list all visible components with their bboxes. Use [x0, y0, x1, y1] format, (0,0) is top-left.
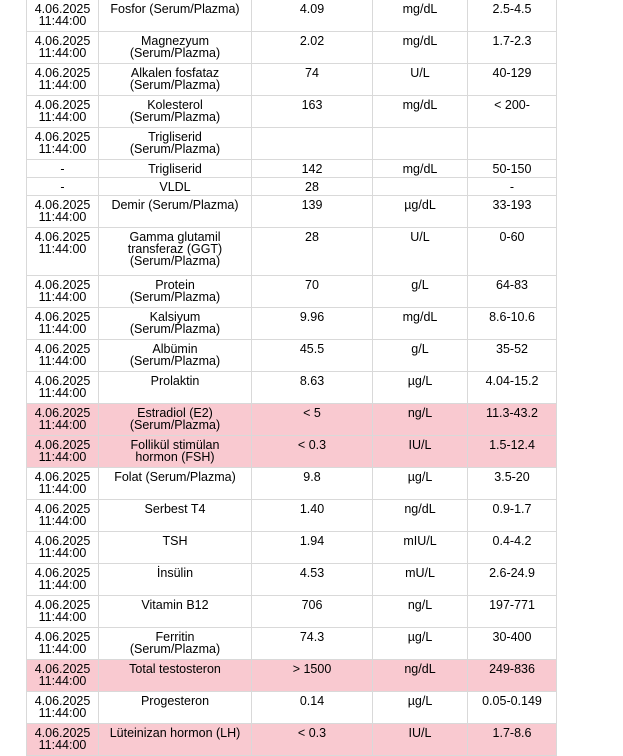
reference-range-cell: [468, 96, 557, 127]
time-text: 11:44:00: [38, 418, 87, 432]
table-row: [26, 372, 557, 404]
reference-range-text: 0.9-1.7: [492, 502, 532, 516]
date-text: 4.06.2025: [34, 230, 91, 244]
date-text: 4.06.2025: [34, 502, 91, 516]
test-name-text: Trigliserid: [148, 162, 202, 176]
date-text: 4.06.2025: [34, 566, 91, 580]
result-value: 28: [305, 230, 319, 244]
reference-range-text: 64-83: [496, 278, 528, 292]
test-name-cell: [99, 724, 252, 755]
unit-text: ng/dL: [404, 502, 436, 516]
unit-cell: [373, 500, 468, 531]
test-name-cell: [99, 628, 252, 659]
test-name-cell: [99, 372, 252, 403]
result-cell: [252, 500, 373, 531]
unit-cell: [373, 228, 468, 275]
test-name-text: Estradiol (E2): [137, 406, 213, 420]
reference-range-cell: [468, 500, 557, 531]
test-name-text: Ferritin: [155, 630, 195, 644]
result-value: 9.8: [303, 470, 321, 484]
test-name-text: Prolaktin: [150, 374, 200, 388]
table-row: [26, 532, 557, 564]
unit-text: mg/dL: [402, 310, 438, 324]
test-name-text: Trigliserid: [148, 130, 202, 144]
unit-cell: [373, 178, 468, 195]
test-name-text: Vitamin B12: [141, 598, 209, 612]
test-name-cell: [99, 308, 252, 339]
reference-range-text: 0.05-0.149: [482, 694, 542, 708]
date-text: -: [60, 162, 65, 176]
unit-text: µg/L: [407, 470, 433, 484]
result-cell: [252, 532, 373, 563]
reference-range-text: 249-836: [489, 662, 535, 676]
reference-range-text: 35-52: [496, 342, 528, 356]
unit-cell: [373, 596, 468, 627]
unit-text: µg/L: [407, 630, 433, 644]
result-cell: [252, 32, 373, 63]
reference-range-cell: [468, 596, 557, 627]
test-name-cell: [99, 564, 252, 595]
result-cell: [252, 340, 373, 371]
test-name-text: Folat (Serum/Plazma): [114, 470, 236, 484]
table-row: [26, 628, 557, 660]
table-row: [26, 660, 557, 692]
result-cell: [252, 628, 373, 659]
test-name-text: (Serum/Plazma): [129, 142, 221, 156]
test-name-text: (Serum/Plazma): [129, 254, 221, 268]
unit-text: U/L: [410, 230, 430, 244]
reference-range-text: -: [509, 180, 515, 194]
test-name-cell: [99, 692, 252, 723]
test-name-cell: [99, 596, 252, 627]
test-name-text: (Serum/Plazma): [129, 322, 221, 336]
result-cell: [252, 660, 373, 691]
unit-cell: [373, 468, 468, 499]
test-name-cell: [99, 276, 252, 307]
reference-range-text: 11.3-43.2: [486, 406, 538, 420]
reference-range-cell: [468, 128, 557, 159]
test-name-text: Kolesterol: [147, 98, 203, 112]
time-text: 11:44:00: [38, 242, 87, 256]
unit-text: mg/dL: [402, 2, 438, 16]
date-text: -: [60, 180, 65, 194]
unit-cell: [373, 96, 468, 127]
result-value: 142: [301, 162, 323, 176]
date-text: 4.06.2025: [34, 66, 91, 80]
result-value: 74.3: [299, 630, 325, 644]
unit-text: mIU/L: [403, 534, 437, 548]
test-name-cell: [99, 128, 252, 159]
test-name-text: Total testosteron: [129, 662, 221, 676]
date-text: 4.06.2025: [34, 198, 91, 212]
result-cell: [252, 724, 373, 755]
reference-range-cell: [468, 436, 557, 467]
unit-cell: [373, 564, 468, 595]
result-cell: [252, 436, 373, 467]
date-text: 4.06.2025: [34, 406, 91, 420]
reference-range-cell: [468, 160, 557, 177]
result-value: 74: [305, 66, 319, 80]
reference-range-cell: [468, 340, 557, 371]
result-cell: [252, 276, 373, 307]
unit-text: mg/dL: [402, 34, 438, 48]
date-text: 4.06.2025: [34, 630, 91, 644]
table-row: [26, 596, 557, 628]
date-text: 4.06.2025: [34, 310, 91, 324]
date-cell: [26, 564, 99, 595]
table-row: [26, 692, 557, 724]
result-cell: [252, 196, 373, 227]
date-cell: [26, 372, 99, 403]
reference-range-text: 30-400: [492, 630, 532, 644]
unit-cell: [373, 692, 468, 723]
reference-range-cell: [468, 276, 557, 307]
reference-range-cell: [468, 308, 557, 339]
date-text: 4.06.2025: [34, 130, 91, 144]
test-name-text: Follikül stimülan: [130, 438, 220, 452]
test-name-cell: [99, 0, 252, 31]
result-value: 139: [301, 198, 323, 212]
date-text: 4.06.2025: [34, 34, 91, 48]
table-row: [26, 0, 557, 32]
reference-range-cell: [468, 64, 557, 95]
date-cell: [26, 96, 99, 127]
time-text: 11:44:00: [38, 322, 87, 336]
test-name-text: (Serum/Plazma): [129, 46, 221, 60]
time-text: 11:44:00: [38, 290, 87, 304]
test-name-text: transferaz (GGT): [127, 242, 223, 256]
date-cell: [26, 532, 99, 563]
unit-text: mU/L: [405, 566, 435, 580]
reference-range-text: < 200-: [494, 98, 530, 112]
date-cell: [26, 468, 99, 499]
table-row: [26, 308, 557, 340]
unit-text: ng/L: [407, 406, 433, 420]
unit-cell: [373, 404, 468, 435]
unit-cell: [373, 532, 468, 563]
result-value: < 5: [303, 406, 321, 420]
reference-range-cell: [468, 228, 557, 275]
unit-cell: [373, 276, 468, 307]
result-cell: [252, 692, 373, 723]
date-text: 4.06.2025: [34, 342, 91, 356]
result-cell: [252, 308, 373, 339]
reference-range-cell: [468, 692, 557, 723]
result-value: > 1500: [292, 662, 332, 676]
test-name-text: (Serum/Plazma): [129, 642, 221, 656]
test-name-text: Demir (Serum/Plazma): [111, 198, 239, 212]
date-cell: [26, 32, 99, 63]
reference-range-text: 3.5-20: [494, 470, 530, 484]
unit-cell: [373, 372, 468, 403]
lab-results-table: [26, 0, 557, 756]
unit-text: µg/dL: [404, 198, 436, 212]
date-text: 4.06.2025: [34, 694, 91, 708]
time-text: 11:44:00: [38, 642, 87, 656]
result-value: 8.63: [299, 374, 325, 388]
result-value: 28: [305, 180, 319, 194]
unit-cell: [373, 340, 468, 371]
reference-range-text: 1.7-2.3: [492, 34, 532, 48]
date-text: 4.06.2025: [34, 98, 91, 112]
reference-range-cell: [468, 660, 557, 691]
table-row: [26, 404, 557, 436]
test-name-cell: [99, 340, 252, 371]
unit-cell: [373, 436, 468, 467]
unit-cell: [373, 64, 468, 95]
date-text: 4.06.2025: [34, 2, 91, 16]
test-name-text: (Serum/Plazma): [129, 78, 221, 92]
unit-cell: [373, 0, 468, 31]
unit-text: g/L: [411, 278, 429, 292]
time-text: 11:44:00: [38, 386, 87, 400]
reference-range-cell: [468, 0, 557, 31]
date-cell: [26, 228, 99, 275]
date-cell: [26, 436, 99, 467]
test-name-text: (Serum/Plazma): [129, 290, 221, 304]
result-value: 163: [301, 98, 323, 112]
date-text: 4.06.2025: [34, 662, 91, 676]
time-text: 11:44:00: [38, 610, 87, 624]
table-row: [26, 178, 557, 196]
time-text: 11:44:00: [38, 354, 87, 368]
test-name-cell: [99, 160, 252, 177]
result-value: 706: [301, 598, 323, 612]
test-name-cell: [99, 500, 252, 531]
reference-range-text: 40-129: [492, 66, 532, 80]
reference-range-cell: [468, 178, 557, 195]
result-value: < 0.3: [297, 726, 327, 740]
time-text: 11:44:00: [38, 674, 87, 688]
time-text: 11:44:00: [38, 46, 87, 60]
time-text: 11:44:00: [38, 578, 87, 592]
date-text: 4.06.2025: [34, 438, 91, 452]
table-row: [26, 500, 557, 532]
reference-range-text: 33-193: [492, 198, 532, 212]
unit-cell: [373, 308, 468, 339]
table-row: [26, 196, 557, 228]
table-row: [26, 436, 557, 468]
reference-range-text: 0-60: [499, 230, 525, 244]
result-value: 4.09: [299, 2, 325, 16]
test-name-cell: [99, 532, 252, 563]
date-cell: [26, 276, 99, 307]
table-row: [26, 160, 557, 178]
date-cell: [26, 160, 99, 177]
test-name-text: VLDL: [159, 180, 191, 194]
result-value: 0.14: [299, 694, 325, 708]
table-row: [26, 724, 557, 756]
test-name-text: Alkalen fosfataz: [130, 66, 220, 80]
reference-range-text: 197-771: [489, 598, 535, 612]
result-cell: [252, 178, 373, 195]
time-text: 11:44:00: [38, 706, 87, 720]
result-cell: [252, 64, 373, 95]
unit-cell: [373, 128, 468, 159]
table-row: [26, 340, 557, 372]
result-cell: [252, 596, 373, 627]
reference-range-cell: [468, 564, 557, 595]
test-name-cell: [99, 228, 252, 275]
test-name-text: Lüteinizan hormon (LH): [109, 726, 241, 740]
result-value: 9.96: [299, 310, 325, 324]
time-text: 11:44:00: [38, 14, 87, 28]
date-cell: [26, 596, 99, 627]
unit-text: ng/L: [407, 598, 433, 612]
result-value: 45.5: [299, 342, 325, 356]
date-text: 4.06.2025: [34, 278, 91, 292]
date-text: 4.06.2025: [34, 374, 91, 388]
reference-range-text: 2.6-24.9: [489, 566, 535, 580]
unit-text: µg/L: [407, 374, 433, 388]
date-cell: [26, 724, 99, 755]
test-name-cell: [99, 468, 252, 499]
test-name-text: (Serum/Plazma): [129, 418, 221, 432]
test-name-text: Serbest T4: [144, 502, 206, 516]
reference-range-text: 0.4-4.2: [492, 534, 532, 548]
time-text: 11:44:00: [38, 738, 87, 752]
result-cell: [252, 468, 373, 499]
test-name-text: (Serum/Plazma): [129, 354, 221, 368]
date-cell: [26, 404, 99, 435]
result-cell: [252, 128, 373, 159]
test-name-cell: [99, 436, 252, 467]
date-cell: [26, 692, 99, 723]
result-value: 2.02: [299, 34, 325, 48]
result-cell: [252, 96, 373, 127]
date-cell: [26, 628, 99, 659]
table-row: [26, 32, 557, 64]
date-cell: [26, 64, 99, 95]
reference-range-cell: [468, 628, 557, 659]
unit-cell: [373, 628, 468, 659]
reference-range-cell: [468, 724, 557, 755]
test-name-cell: [99, 178, 252, 195]
test-name-text: Kalsiyum: [149, 310, 201, 324]
date-cell: [26, 308, 99, 339]
date-text: 4.06.2025: [34, 470, 91, 484]
unit-text: U/L: [410, 66, 430, 80]
table-row: [26, 96, 557, 128]
test-name-text: TSH: [162, 534, 188, 548]
date-text: 4.06.2025: [34, 726, 91, 740]
time-text: 11:44:00: [38, 482, 87, 496]
table-row: [26, 228, 557, 276]
reference-range-cell: [468, 32, 557, 63]
unit-cell: [373, 660, 468, 691]
test-name-text: (Serum/Plazma): [129, 110, 221, 124]
reference-range-text: 1.5-12.4: [489, 438, 535, 452]
reference-range-cell: [468, 532, 557, 563]
reference-range-text: 4.04-15.2: [485, 374, 539, 388]
test-name-cell: [99, 96, 252, 127]
test-name-cell: [99, 404, 252, 435]
test-name-text: Progesteron: [140, 694, 210, 708]
time-text: 11:44:00: [38, 142, 87, 156]
test-name-cell: [99, 32, 252, 63]
result-value: 1.40: [299, 502, 325, 516]
time-text: 11:44:00: [38, 210, 87, 224]
result-value: < 0.3: [297, 438, 327, 452]
date-cell: [26, 340, 99, 371]
date-cell: [26, 178, 99, 195]
time-text: 11:44:00: [38, 450, 87, 464]
result-cell: [252, 228, 373, 275]
date-cell: [26, 128, 99, 159]
date-cell: [26, 500, 99, 531]
test-name-text: Gamma glutamil: [129, 230, 221, 244]
test-name-text: Magnezyum: [140, 34, 210, 48]
test-name-cell: [99, 64, 252, 95]
reference-range-cell: [468, 468, 557, 499]
test-name-text: Fosfor (Serum/Plazma): [110, 2, 240, 16]
table-row: [26, 128, 557, 160]
result-value: 70: [305, 278, 319, 292]
unit-text: g/L: [411, 342, 429, 356]
date-cell: [26, 0, 99, 31]
unit-text: mg/dL: [402, 162, 438, 176]
table-row: [26, 64, 557, 96]
time-text: 11:44:00: [38, 78, 87, 92]
table-row: [26, 564, 557, 596]
date-cell: [26, 660, 99, 691]
result-cell: [252, 0, 373, 31]
result-cell: [252, 372, 373, 403]
result-cell: [252, 404, 373, 435]
time-text: 11:44:00: [38, 110, 87, 124]
unit-text: IU/L: [408, 726, 432, 740]
test-name-text: Albümin: [152, 342, 198, 356]
unit-cell: [373, 160, 468, 177]
test-name-cell: [99, 660, 252, 691]
test-name-text: hormon (FSH): [135, 450, 215, 464]
unit-text: µg/L: [407, 694, 433, 708]
unit-cell: [373, 196, 468, 227]
result-cell: [252, 160, 373, 177]
reference-range-text: 8.6-10.6: [489, 310, 535, 324]
result-value: 4.53: [299, 566, 325, 580]
result-value: 1.94: [299, 534, 325, 548]
test-name-text: Protein: [155, 278, 195, 292]
reference-range-text: 50-150: [492, 162, 532, 176]
unit-text: mg/dL: [402, 98, 438, 112]
reference-range-cell: [468, 404, 557, 435]
time-text: 11:44:00: [38, 514, 87, 528]
unit-text: ng/dL: [404, 662, 436, 676]
result-cell: [252, 564, 373, 595]
reference-range-text: 2.5-4.5: [492, 2, 532, 16]
date-cell: [26, 196, 99, 227]
unit-text: IU/L: [408, 438, 432, 452]
table-row: [26, 468, 557, 500]
test-name-cell: [99, 196, 252, 227]
reference-range-text: 1.7-8.6: [492, 726, 532, 740]
time-text: 11:44:00: [38, 546, 87, 560]
reference-range-cell: [468, 372, 557, 403]
date-text: 4.06.2025: [34, 598, 91, 612]
unit-cell: [373, 724, 468, 755]
unit-cell: [373, 32, 468, 63]
table-row: [26, 276, 557, 308]
test-name-text: İnsülin: [156, 566, 194, 580]
reference-range-cell: [468, 196, 557, 227]
date-text: 4.06.2025: [34, 534, 91, 548]
